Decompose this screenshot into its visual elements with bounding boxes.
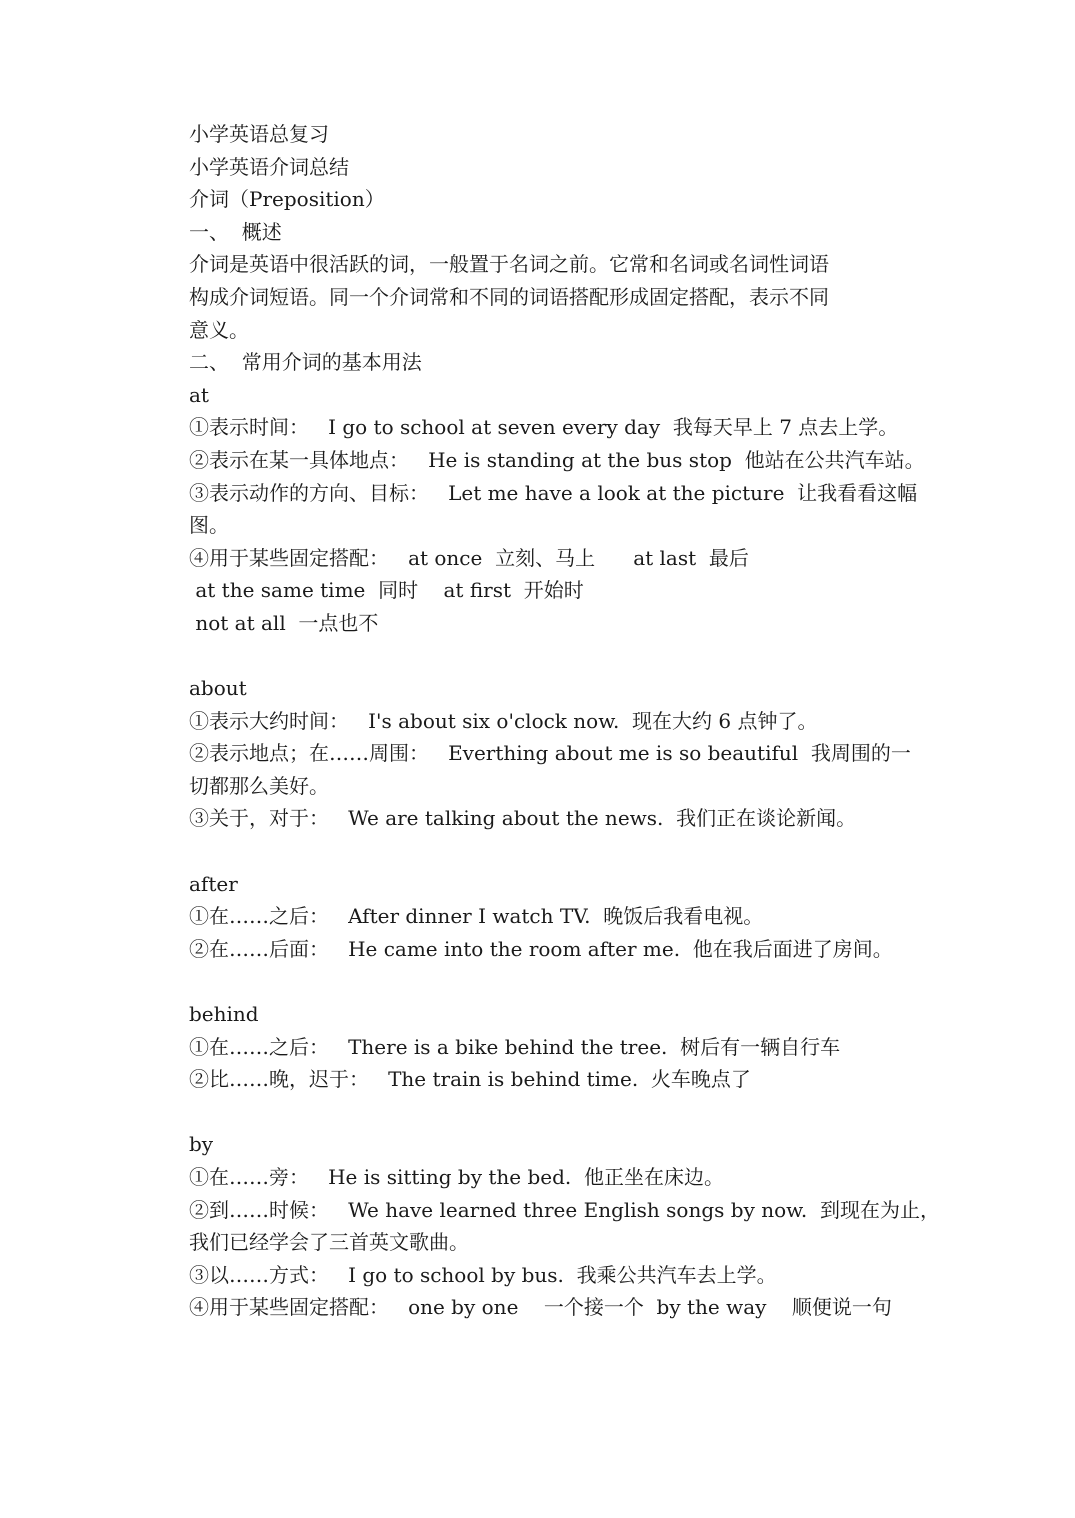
spacer xyxy=(189,835,909,868)
usage-line: ①在……之后： There is a bike behind the tree. 树后有一辆自行车 xyxy=(189,1034,841,1059)
preposition-word-behind: behind xyxy=(189,1002,259,1027)
usage-line: ④用于某些固定搭配： one by one 一个接一个 by the way 顺便说一句 xyxy=(189,1295,892,1320)
preposition-word-by: by xyxy=(189,1132,214,1157)
usage-line: ①在……之后： After dinner I watch TV. 晚饭后我看电视。 xyxy=(189,904,764,929)
usage-line: ②表示在某一具体地点： He is standing at the bus stop 他站在公共汽车站。 xyxy=(189,447,925,472)
usage-line: ③关于，对于： We are talking about the news. 我们正在谈论新闻。 xyxy=(189,806,857,831)
usage-line: at the same time 同时 at first 开始时 xyxy=(189,578,584,603)
preposition-word-after: after xyxy=(189,871,238,896)
usage-line: not at all 一点也不 xyxy=(189,610,379,635)
overview-paragraph-line: 介词是英语中很活跃的词，一般置于名词之前。它常和名词或名词性词语 xyxy=(189,252,829,277)
usage-line: ①在……旁： He is sitting by the bed. 他正坐在床边。 xyxy=(189,1165,724,1189)
preposition-word-about: about xyxy=(189,676,247,701)
spacer xyxy=(189,1096,909,1129)
usage-line: ②表示地点；在……周围： Everthing about me is so beautiful 我周围的一 xyxy=(189,741,911,766)
usage-line: ①表示时间： I go to school at seven every day 我每天早上 7 点去上学。 xyxy=(189,415,899,440)
spacer xyxy=(189,640,909,673)
document-page xyxy=(189,118,940,1324)
section-heading-overview: 一、 概述 xyxy=(189,219,282,244)
usage-line: ②比……晚，迟于： The train is behind time. 火车晚点了 xyxy=(189,1067,751,1092)
overview-paragraph-line: 意义。 xyxy=(189,317,249,342)
usage-line: ③表示动作的方向、目标： Let me have a look at the picture 让我看看这幅 xyxy=(189,480,918,505)
spacer xyxy=(189,965,909,998)
doc-subtitle: 小学英语介词总结 xyxy=(189,154,349,179)
usage-line: 切都那么美好。 xyxy=(189,773,329,798)
section-heading-usage: 二、 常用介词的基本用法 xyxy=(189,350,422,375)
usage-line: ②在……后面： He came into the room after me. 他在我后面进了房间。 xyxy=(189,936,893,961)
usage-line: 我们已经学会了三首英文歌曲。 xyxy=(189,1230,469,1255)
usage-line: ③以……方式： I go to school by bus. 我乘公共汽车去上学。 xyxy=(189,1262,777,1287)
usage-line: 图。 xyxy=(189,513,229,538)
overview-paragraph-line: 构成介词短语。同一个介词常和不同的词语搭配形成固定搭配，表示不同 xyxy=(189,284,829,309)
usage-line: ④用于某些固定搭配： at once 立刻、马上 at last 最后 xyxy=(189,545,749,570)
doc-title: 小学英语总复习 xyxy=(189,122,329,146)
doc-topic: 介词（Preposition） xyxy=(189,187,385,212)
usage-line: ①表示大约时间： I's about six o'clock now. 现在大约 6 点钟了。 xyxy=(189,708,818,733)
preposition-word-at: at xyxy=(189,382,209,407)
usage-line: ②到……时候： We have learned three English songs by now. 到现在为止， xyxy=(189,1197,940,1222)
